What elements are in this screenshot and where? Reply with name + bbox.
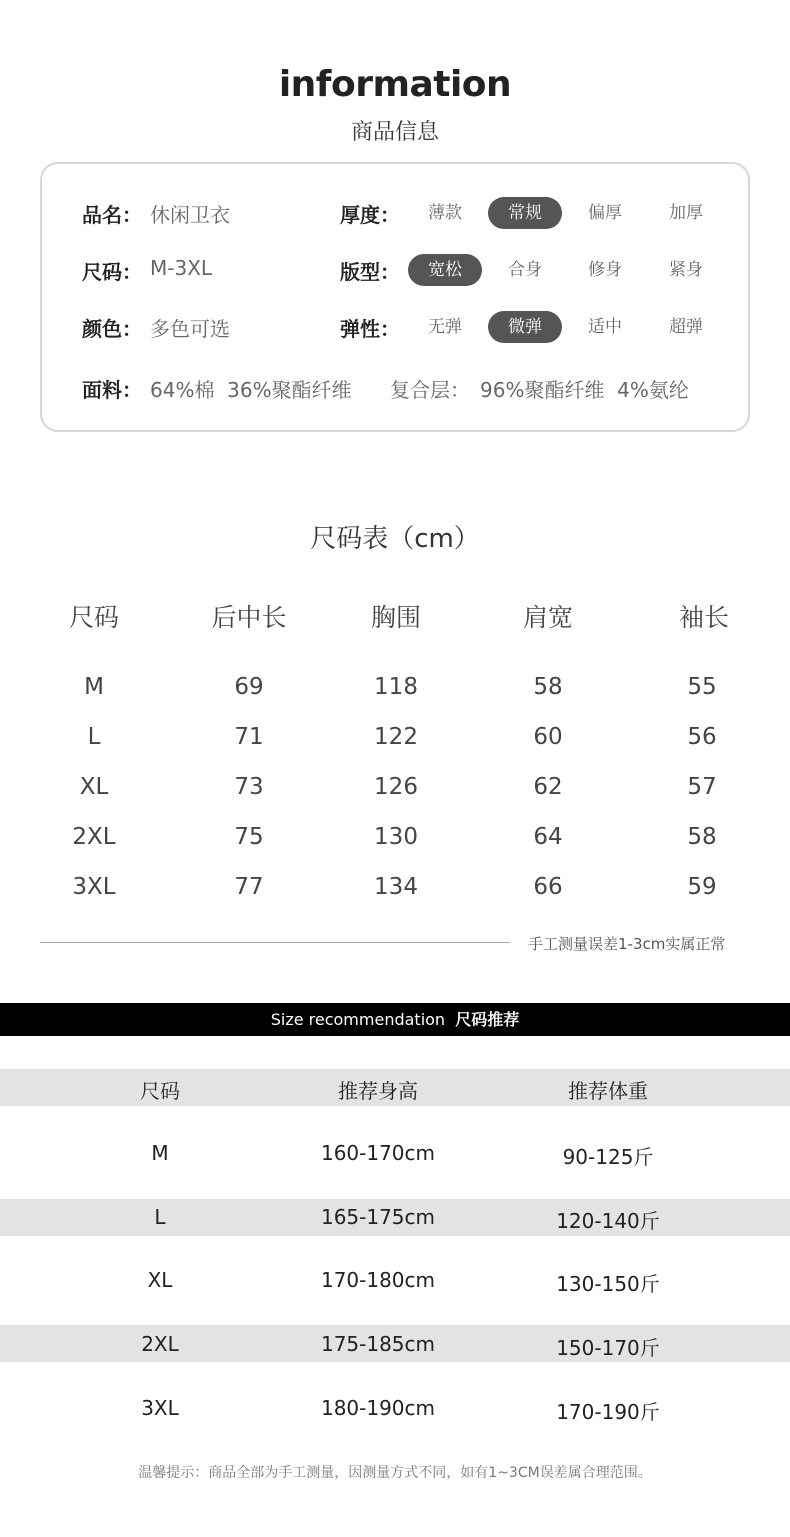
size-table-cell: 58 <box>687 824 717 850</box>
size-table-cell: 59 <box>687 874 717 900</box>
page-title: information <box>278 64 512 105</box>
size-table-cell: 118 <box>374 674 418 700</box>
fabric-label: 面料： <box>82 378 142 402</box>
size-table-cell: L <box>87 724 101 750</box>
elasticity-label: 弹性： <box>340 317 400 341</box>
rec-header: 推荐体重 <box>568 1079 648 1103</box>
rec-cell: 160-170cm <box>320 1141 436 1165</box>
fabric-value: 64%棉 36%聚酯纤维 <box>150 378 352 402</box>
size-table-cell: 122 <box>374 724 418 750</box>
thickness-label: 厚度： <box>340 203 400 227</box>
rec-cell: 170-180cm <box>320 1268 436 1292</box>
size-table-cell: 75 <box>234 824 264 850</box>
rec-cell: 130-150斤 <box>556 1272 660 1296</box>
fit-option: 修身 <box>588 260 622 280</box>
size-table-header: 后中长 <box>211 603 287 632</box>
elasticity-option: 微弹 <box>488 311 562 343</box>
rec-cell: 180-190cm <box>320 1396 436 1420</box>
size-table-header: 尺码 <box>68 603 119 632</box>
size-recommendation-banner <box>0 1003 790 1036</box>
size-table-cell: 62 <box>533 774 563 800</box>
size-table-header: 肩宽 <box>522 603 573 632</box>
size-table-cell: XL <box>79 774 109 800</box>
rec-header: 尺码 <box>140 1079 180 1103</box>
name-label: 品名： <box>82 203 142 227</box>
fit-option: 宽松 <box>408 254 482 286</box>
color-value: 多色可选 <box>150 317 230 341</box>
size-table-cell: 64 <box>533 824 563 850</box>
footer-tip: 温馨提示：商品全部为手工测量，因测量方式不同，如有1~3CM误差属合理范围。 <box>138 1465 652 1481</box>
thickness-option: 加厚 <box>669 203 703 223</box>
rec-cell: M <box>151 1141 169 1165</box>
size-table-cell: 130 <box>374 824 418 850</box>
thickness-option: 偏厚 <box>588 203 622 223</box>
composite-value: 96%聚酯纤维 4%氨纶 <box>480 378 689 402</box>
size-table-cell: 134 <box>374 874 418 900</box>
size-table-cell: 77 <box>234 874 264 900</box>
size-table-cell: 55 <box>687 674 717 700</box>
fit-label: 版型： <box>340 260 400 284</box>
rec-cell: 2XL <box>141 1332 179 1356</box>
page-subtitle: 商品信息 <box>350 120 439 145</box>
rec-cell: L <box>154 1205 166 1229</box>
size-table-cell: 60 <box>533 724 563 750</box>
size-table-header: 袖长 <box>678 603 729 632</box>
size-table-cell: 58 <box>533 674 563 700</box>
rec-cell: 90-125斤 <box>562 1145 654 1169</box>
rec-cell: XL <box>147 1268 173 1292</box>
rec-cell: 170-190斤 <box>556 1400 660 1424</box>
size-table-cell: 3XL <box>72 874 116 900</box>
size-label: 尺码： <box>82 260 142 284</box>
size-table-cell: 126 <box>374 774 418 800</box>
thickness-option: 常规 <box>488 197 562 229</box>
elasticity-option: 超弹 <box>669 317 703 337</box>
size-table-title: 尺码表（cm） <box>310 524 480 554</box>
size-value: M-3XL <box>150 256 213 280</box>
color-label: 颜色： <box>82 317 142 341</box>
size-table-cell: 69 <box>234 674 264 700</box>
size-table-header: 胸围 <box>370 603 421 632</box>
thickness-option: 薄款 <box>428 203 462 223</box>
rec-cell: 3XL <box>141 1396 179 1420</box>
divider <box>40 942 510 943</box>
fit-option: 紧身 <box>669 260 703 280</box>
size-table-cell: 66 <box>533 874 563 900</box>
size-table-cell: 73 <box>234 774 264 800</box>
rec-cell: 120-140斤 <box>556 1209 660 1233</box>
size-table-cell: 71 <box>234 724 264 750</box>
rec-header: 推荐身高 <box>338 1079 418 1103</box>
composite-label: 复合层： <box>390 378 470 402</box>
size-table-cell: 2XL <box>72 824 116 850</box>
rec-cell: 150-170斤 <box>556 1336 660 1360</box>
rec-cell: 175-185cm <box>320 1332 436 1356</box>
measurement-note: 手工测量误差1-3cm实属正常 <box>528 935 726 953</box>
fit-option: 合身 <box>508 260 542 280</box>
banner-en: Size recommendation <box>270 1010 446 1029</box>
banner-cn: 尺码推荐 <box>455 1010 520 1029</box>
elasticity-option: 无弹 <box>428 317 462 337</box>
name-value: 休闲卫衣 <box>150 203 230 227</box>
size-table-cell: 57 <box>687 774 717 800</box>
size-table-cell: 56 <box>687 724 717 750</box>
elasticity-option: 适中 <box>588 317 622 337</box>
size-table-cell: M <box>84 674 104 700</box>
rec-cell: 165-175cm <box>320 1205 436 1229</box>
